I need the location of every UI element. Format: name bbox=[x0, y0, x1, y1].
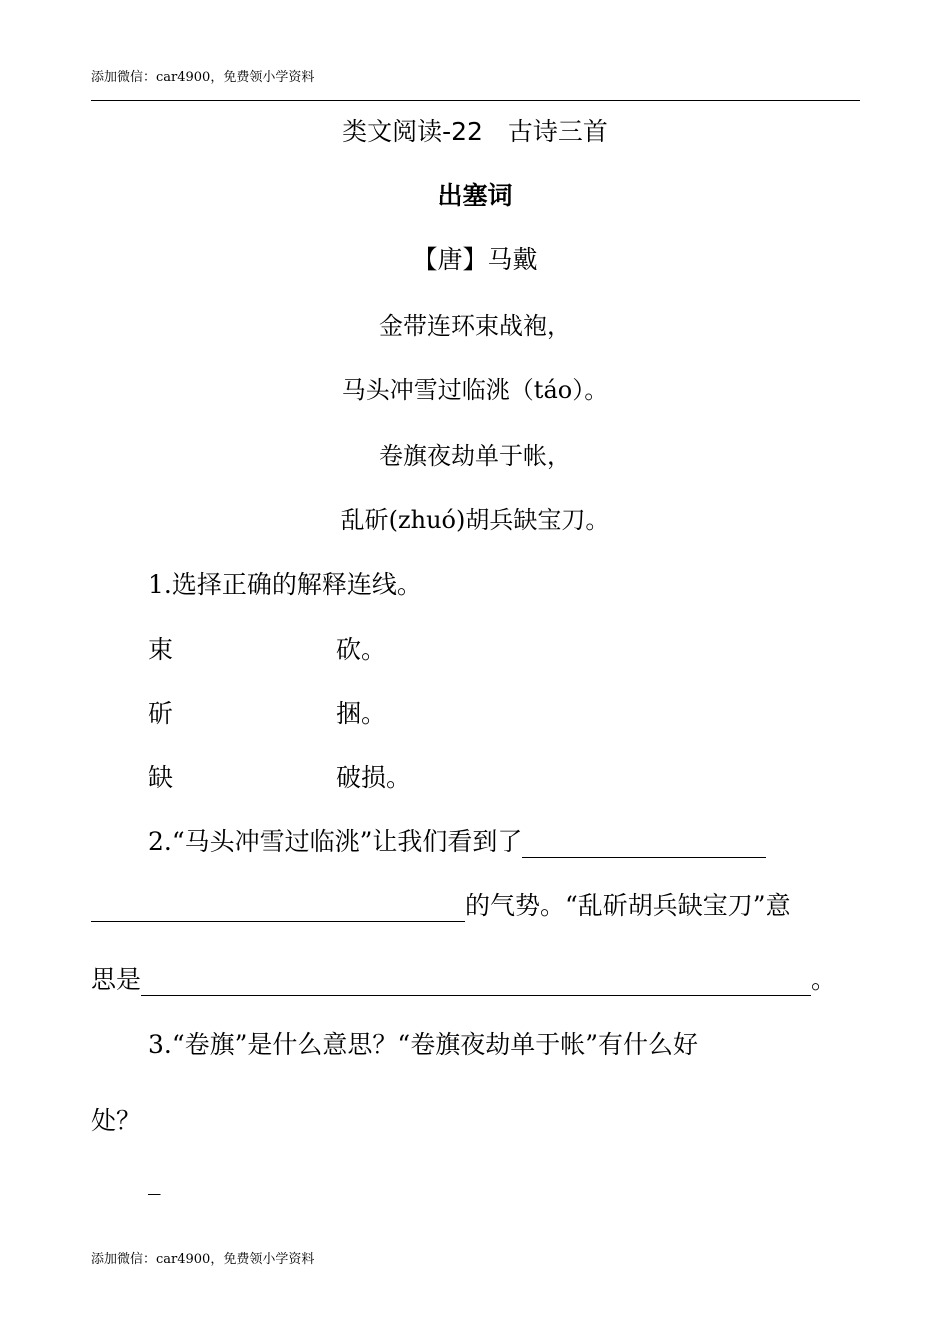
question-2-text-3: 思是 bbox=[91, 965, 142, 994]
match-right-item: 破损。 bbox=[336, 763, 412, 792]
poem-author: 【唐】马戴 bbox=[412, 245, 538, 274]
question-2-end: 。 bbox=[811, 965, 837, 994]
poem-line: 乱斫(zhuó)胡兵缺宝刀。 bbox=[340, 506, 610, 534]
question-2-line-1 bbox=[148, 822, 766, 858]
match-left-item: 束 bbox=[148, 635, 174, 664]
answer-blank[interactable] bbox=[91, 893, 465, 922]
answer-blank[interactable] bbox=[522, 829, 766, 858]
poem-line: 金带连环束战袍， bbox=[379, 312, 571, 340]
question-2-text-2: 的气势。“乱斫胡兵缺宝刀”意 bbox=[465, 891, 791, 920]
question-1-prompt: 1.选择正确的解释连线。 bbox=[148, 570, 422, 599]
question-2-line-3 bbox=[91, 960, 836, 996]
question-3-line-1: 3.“卷旗”是什么意思？“卷旗夜劫单于帐”有什么好 bbox=[148, 1030, 698, 1059]
match-left-item: 斫 bbox=[148, 699, 174, 728]
match-left-item: 缺 bbox=[148, 763, 174, 792]
question-2-line-2 bbox=[91, 886, 791, 922]
page-title: 类文阅读-22 古诗三首 bbox=[342, 117, 608, 146]
answer-blank[interactable] bbox=[141, 967, 811, 996]
question-3-line-2: 处？ bbox=[91, 1106, 142, 1135]
match-right-item: 砍。 bbox=[336, 635, 387, 664]
page-header: 添加微信：car4900，免费领小学资料 bbox=[91, 70, 315, 85]
match-right-item: 捆。 bbox=[336, 699, 387, 728]
page-footer: 添加微信：car4900，免费领小学资料 bbox=[91, 1252, 315, 1267]
header-rule bbox=[91, 100, 860, 101]
question-2-text-1: 2.“马头冲雪过临洮”让我们看到了 bbox=[148, 827, 523, 856]
poem-title: 出塞词 bbox=[437, 181, 513, 210]
poem-line: 卷旗夜劫单于帐， bbox=[379, 442, 571, 470]
poem-line: 马头冲雪过临洮（táo）。 bbox=[341, 376, 609, 404]
answer-mark[interactable]: _ bbox=[148, 1166, 161, 1195]
